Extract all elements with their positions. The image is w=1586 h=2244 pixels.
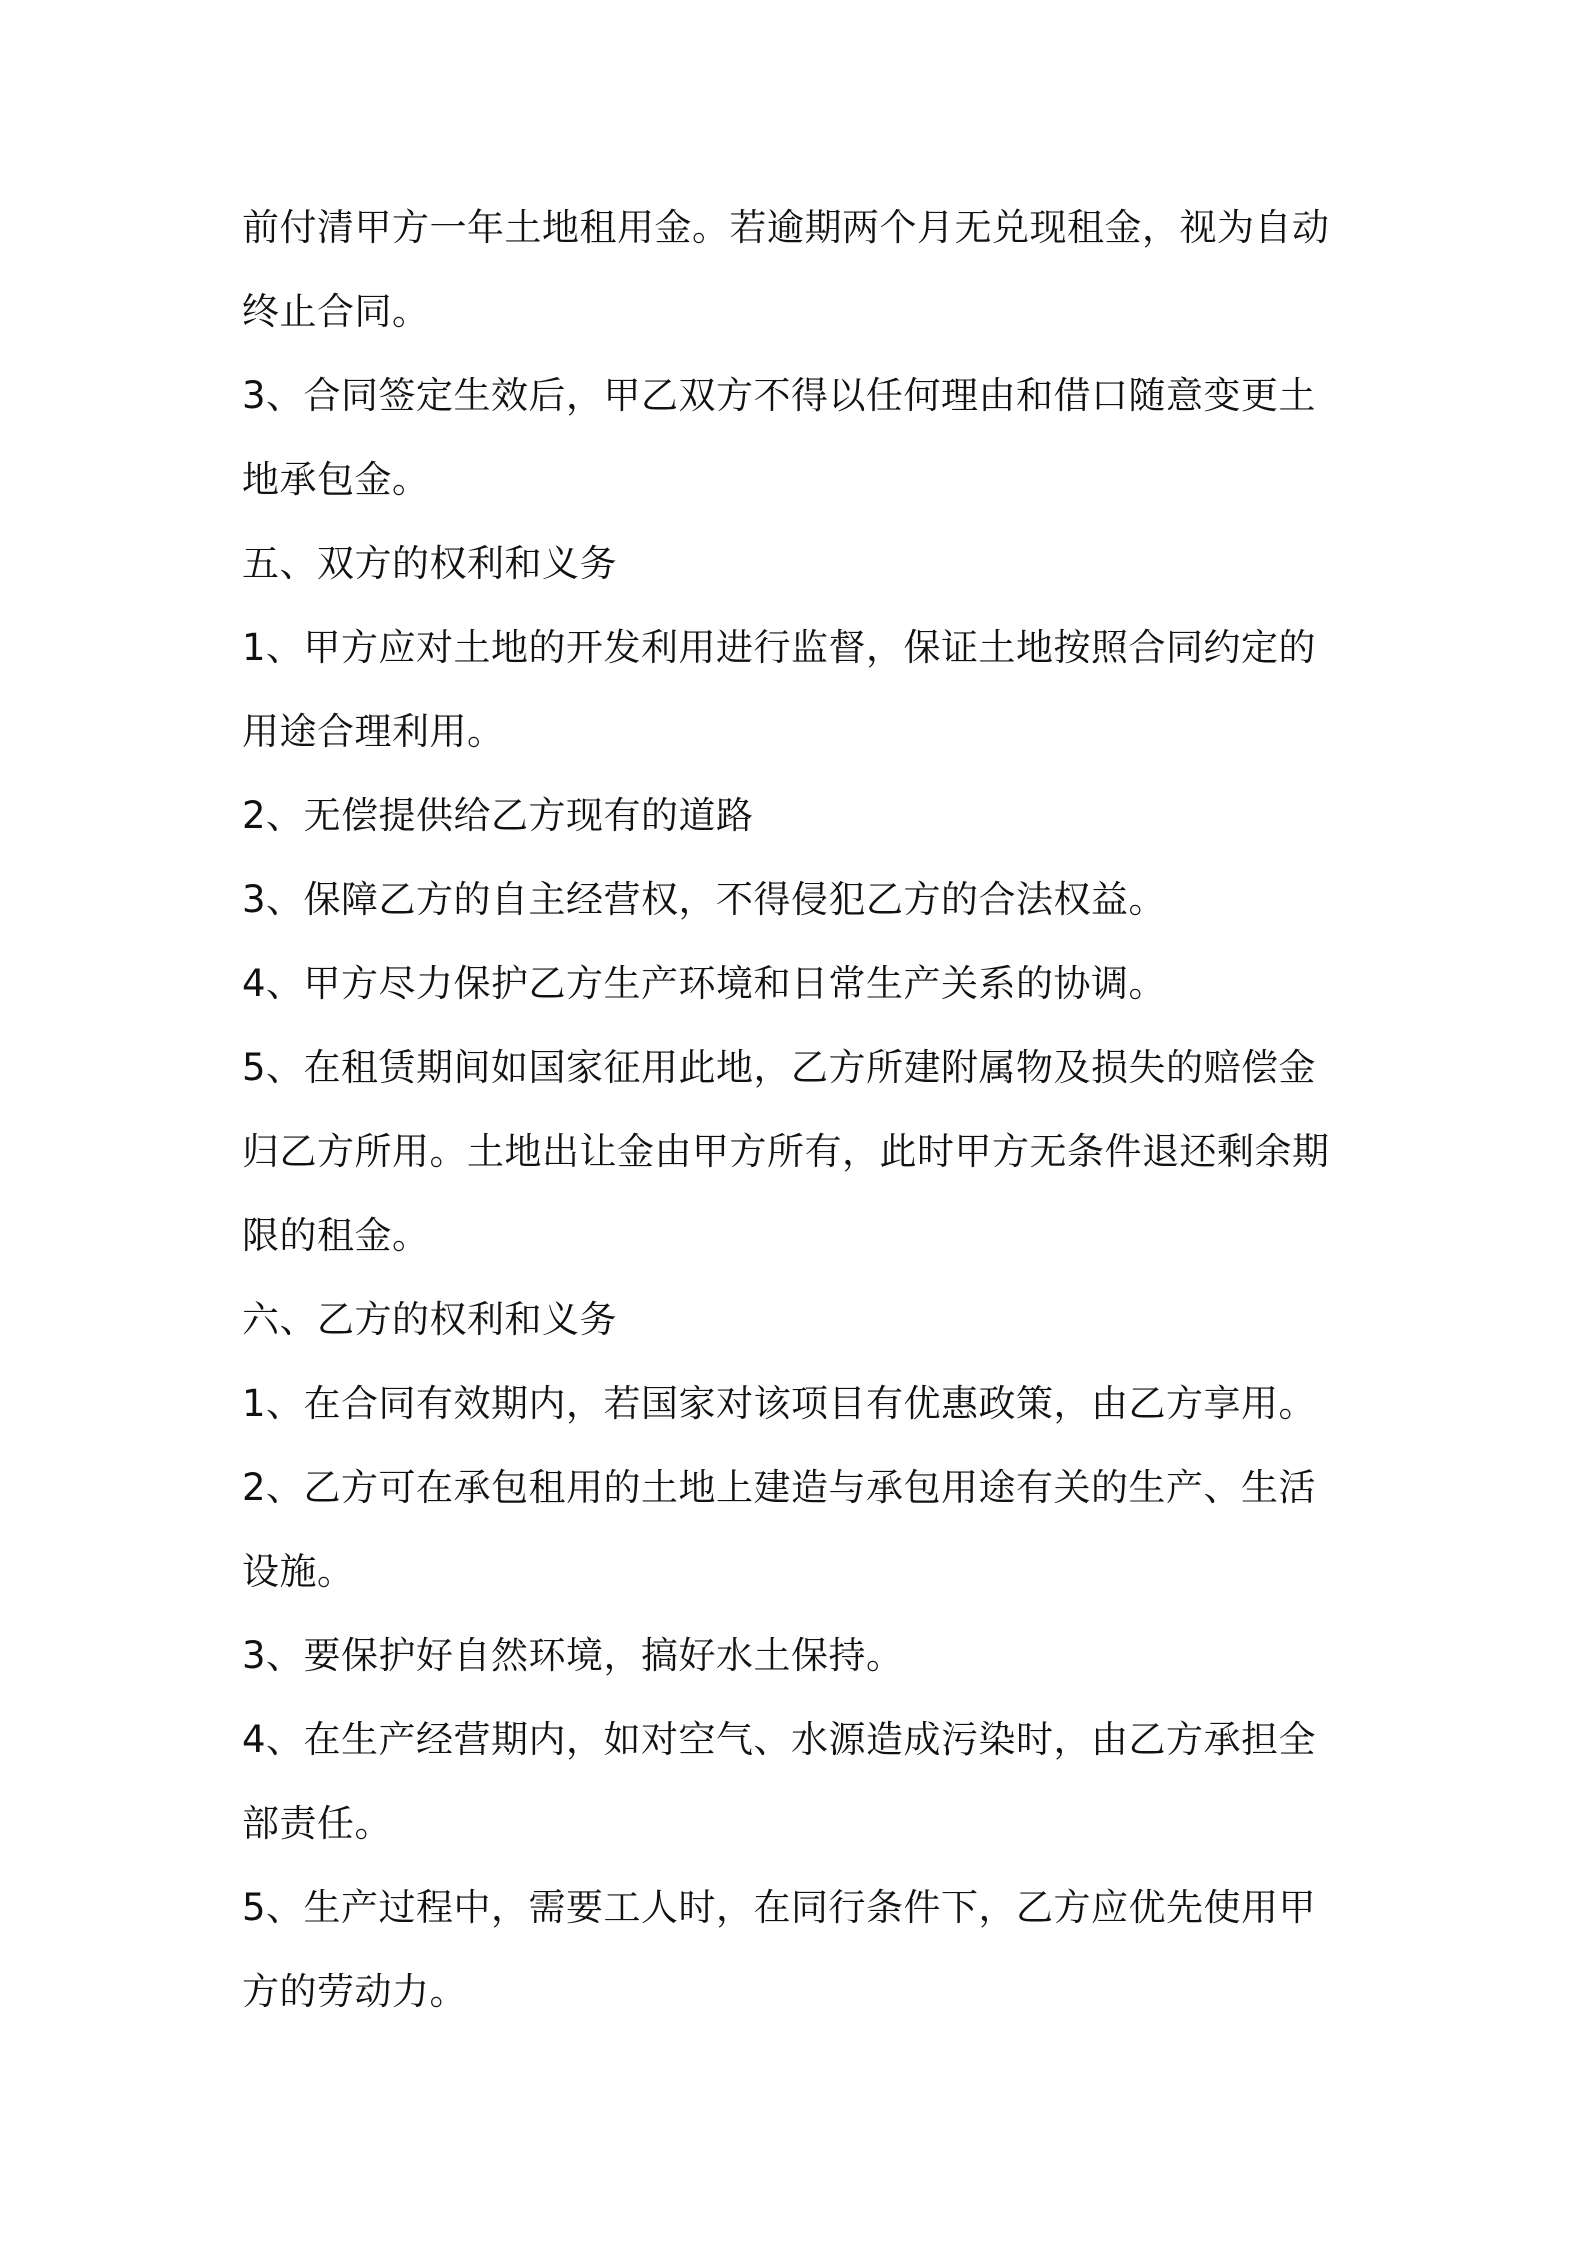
clause-1-policy: 1、在合同有效期内，若国家对该项目有优惠政策，由乙方享用。 [242,1382,1317,1425]
clause-4-pollution: 4、在生产经营期内，如对空气、水源造成污染时，由乙方承担全部责任。 [242,1718,1317,1845]
document-body [242,186,1352,2034]
clause-2-roads: 2、无偿提供给乙方现有的道路 [242,794,754,837]
clause-5-compensation: 5、在租赁期间如国家征用此地，乙方所建附属物及损失的赔偿金归乙方所用。土地出让金由甲方所有，此时甲方无条件退还剩余期限的租金。 [242,1046,1330,1257]
clause-3-no-change: 3、合同签定生效后，甲乙双方不得以任何理由和借口随意变更土地承包金。 [242,374,1317,501]
clause-1-supervision: 1、甲方应对土地的开发利用进行监督，保证土地按照合同约定的用途合理利用。 [242,626,1317,753]
section-heading-5: 五、双方的权利和义务 [242,542,617,585]
clause-4-environment: 4、甲方尽力保护乙方生产环境和日常生产关系的协调。 [242,962,1167,1005]
clause-5-labor: 5、生产过程中，需要工人时，在同行条件下，乙方应优先使用甲方的劳动力。 [242,1886,1317,2013]
clause-2-facilities: 2、乙方可在承包租用的土地上建造与承包用途有关的生产、生活设施。 [242,1466,1317,1593]
clause-3-autonomy: 3、保障乙方的自主经营权，不得侵犯乙方的合法权益。 [242,878,1167,921]
paragraph-rent-payment: 前付清甲方一年土地租用金。若逾期两个月无兑现租金，视为自动终止合同。 [242,206,1330,333]
clause-3-conservation: 3、要保护好自然环境，搞好水土保持。 [242,1634,904,1677]
section-heading-6: 六、乙方的权利和义务 [242,1298,617,1341]
